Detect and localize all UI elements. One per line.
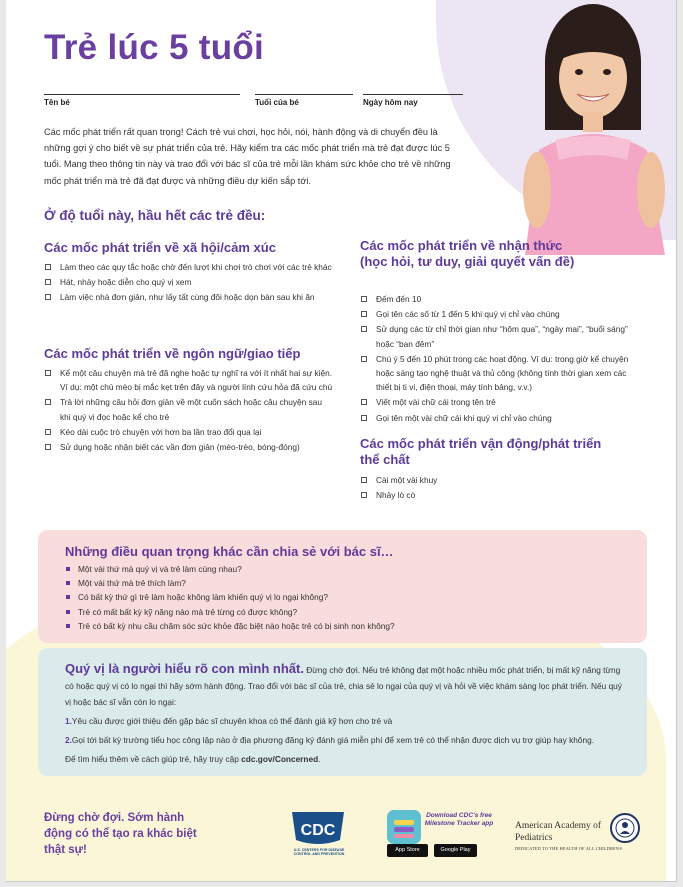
checkbox-icon[interactable] <box>45 399 51 405</box>
social-section-title: Các mốc phát triển về xã hội/cảm xúc <box>44 240 276 255</box>
share-box-title: Những điều quan trọng khác cần chia sẻ với bác sĩ… <box>65 544 394 559</box>
page-title: Trẻ lúc 5 tuổi <box>44 28 265 67</box>
learn-more: Để tìm hiểu thêm về cách giúp trẻ, hãy truy cập cdc.gov/Concerned. <box>65 754 321 764</box>
milestone-app-icon[interactable] <box>387 810 421 844</box>
cognitive-checklist <box>360 292 630 426</box>
step-1: 1.Yêu cầu được giới thiệu đến gặp bác sĩ chuyên khoa có thể đánh giá kỹ hơn cho trẻ và <box>65 716 393 726</box>
movement-section-title: Các mốc phát triển vận động/phát triển thể chất <box>360 436 602 467</box>
step-2: 2.Gọi tới bất kỳ trường tiểu học công lập nào ở địa phương đăng ký đánh giá miễn phí để xem trẻ có thể nhận được dịch vụ trợ giúp hay không. <box>65 735 594 745</box>
list-item[interactable]: Nhảy lò cò <box>360 488 630 502</box>
checkbox-icon[interactable] <box>45 294 51 300</box>
checkbox-icon[interactable] <box>361 356 367 362</box>
list-item[interactable]: Viết một vài chữ cái trong tên trẻ <box>360 395 630 409</box>
list-item: Một vài thứ mà trẻ thích làm? <box>65 576 395 590</box>
milestone-page <box>6 0 677 882</box>
checkbox-icon[interactable] <box>361 492 367 498</box>
checkbox-icon[interactable] <box>361 326 367 332</box>
list-item: Có bất kỳ thứ gì trẻ làm hoặc không làm khiến quý vị lo ngại không? <box>65 590 395 604</box>
checkbox-icon[interactable] <box>361 477 367 483</box>
teal-box-title: Quý vị là người hiểu rõ con mình nhất. <box>65 661 304 676</box>
list-item[interactable]: Trả lời những câu hỏi đơn giản về một cuốn sách hoặc câu chuyện sau khi quý vị đọc hoặc kể cho trẻ <box>44 395 334 423</box>
google-play-badge[interactable]: Google Play <box>434 844 477 857</box>
checkbox-icon[interactable] <box>45 279 51 285</box>
list-item[interactable]: Đếm đến 10 <box>360 292 630 306</box>
share-with-doctor-box <box>38 530 647 643</box>
list-item[interactable]: Kể một câu chuyện mà trẻ đã nghe hoặc tự nghĩ ra với ít nhất hai sự kiện. Ví dụ: một chú mèo bị mắc kẹt trên đây và người lính cứu hỏa đã cứu chú <box>44 366 334 394</box>
list-item[interactable]: Chú ý 5 đến 10 phút trong các hoạt động. Ví dụ: trong giờ kể chuyện hoặc sáng tạo nghệ thuật và thủ công (không tính thời gian xem các thiết bị ti vi, điện thoại, máy tính bảng, v.v.) <box>360 352 630 395</box>
teal-body: Đừng chờ đợi. Nếu trẻ không đạt một hoặc nhiều mốc phát triển, bị mất kỹ năng từng có hoặc quý vị có lo ngại thì hãy sớm hành động. Trao đổi với bác sĩ của trẻ, chia sẻ lo ngại của quý vị và hỏi về việc khám sàng lọc phát triển. Nếu quý vị hoặc bác sĩ vẫn còn lo ngại: <box>65 665 622 707</box>
list-item: Trẻ có bất kỳ nhu cầu chăm sóc sức khỏe đặc biệt nào hoặc trẻ có bị sinh non không? <box>65 619 395 633</box>
child-photo <box>515 0 677 255</box>
you-know-your-child-box <box>38 648 647 776</box>
checkbox-icon[interactable] <box>361 399 367 405</box>
checkbox-icon[interactable] <box>45 429 51 435</box>
date-field-line[interactable] <box>363 94 463 95</box>
checkbox-icon[interactable] <box>361 296 367 302</box>
list-item[interactable]: Làm việc nhà đơn giản, như lấy tất cùng đôi hoặc dọn bàn sau khi ăn <box>44 290 334 304</box>
checkbox-icon[interactable] <box>45 370 51 376</box>
checkbox-icon[interactable] <box>361 311 367 317</box>
cdc-logo-text: CDC <box>300 822 336 839</box>
checkbox-icon[interactable] <box>361 415 367 421</box>
date-field-label: Ngày hôm nay <box>363 98 418 107</box>
list-item[interactable]: Gọi tên một vài chữ cái khi quý vị chỉ vào chúng <box>360 411 630 425</box>
aap-tagline: DEDICATED TO THE HEALTH OF ALL CHILDREN® <box>515 846 623 851</box>
cdc-caption: U.S. CENTERS FOR DISEASE CONTROL AND PREVENTION <box>293 848 345 857</box>
concerned-link[interactable]: cdc.gov/Concerned <box>241 754 319 764</box>
aap-name: American Academy of Pediatrics <box>515 821 601 843</box>
language-section-title: Các mốc phát triển về ngôn ngữ/giao tiếp <box>44 346 301 361</box>
age-field-line[interactable] <box>255 94 353 95</box>
list-item[interactable]: Cài một vài khuy <box>360 473 630 487</box>
language-checklist <box>44 366 334 455</box>
app-store-badge[interactable]: App Store <box>387 844 428 857</box>
list-item[interactable]: Làm theo các quy tắc hoặc chờ đến lượt khi chơi trò chơi với các trẻ khác <box>44 260 334 274</box>
footer-slogan: Đừng chờ đợi. Sớm hành động có thể tạo ra khác biệt thật sự! <box>44 812 197 856</box>
movement-checklist <box>360 473 630 503</box>
share-list <box>65 562 395 633</box>
name-field-line[interactable] <box>44 94 240 95</box>
intro-paragraph: Các mốc phát triển rất quan trọng! Cách trẻ vui chơi, học hỏi, nói, hành động và di chuyển đều là những gợi ý cho biết về sự phát triển của trẻ. Hãy kiểm tra các mốc phát triển mà trẻ đạt được lúc 5 tuổi. Mang theo thông tin này và trao đổi với bác sĩ của trẻ mỗi lần khám sức khỏe cho trẻ về những mốc phát triển mà trẻ đã đạt được và những điều dự kiến sắp tới. <box>44 127 451 186</box>
list-item[interactable]: Hát, nhảy hoặc diễn cho quý vị xem <box>44 275 334 289</box>
list-item[interactable]: Sử dụng các từ chỉ thời gian như “hôm qua”, “ngày mai”, “buổi sáng” hoặc “ban đêm” <box>360 322 630 350</box>
checkbox-icon[interactable] <box>45 444 51 450</box>
list-item[interactable]: Kéo dài cuộc trò chuyện với hơn ba lần trao đổi qua lại <box>44 425 334 439</box>
teal-intro <box>65 661 625 710</box>
list-item[interactable]: Sử dụng hoặc nhận biết các vần đơn giản (mèo-trèo, bóng-đóng) <box>44 440 334 454</box>
name-field-label: Tên bé <box>44 98 70 107</box>
teal-box-text <box>65 661 625 770</box>
aap-seal-icon <box>610 813 640 843</box>
age-subheading: Ở độ tuổi này, hầu hết các trẻ đều: <box>44 208 266 223</box>
list-item[interactable]: Gọi tên các số từ 1 đến 5 khi quý vị chỉ vào chúng <box>360 307 630 321</box>
age-field-label: Tuổi của bé <box>255 98 299 107</box>
app-download-text: Download CDC's free Milestone Tracker app <box>424 812 494 827</box>
cdc-logo[interactable] <box>286 810 350 860</box>
aap-logo-text <box>515 820 623 851</box>
cognitive-section-title: Các mốc phát triển về nhận thức (học hỏi, tư duy, giải quyết vấn đề) <box>360 238 575 269</box>
social-checklist <box>44 260 334 306</box>
list-item: Trẻ có mất bất kỳ kỹ năng nào mà trẻ từng có được không? <box>65 605 395 619</box>
checkbox-icon[interactable] <box>45 264 51 270</box>
list-item: Một vài thứ mà quý vị và trẻ làm cùng nhau? <box>65 562 395 576</box>
